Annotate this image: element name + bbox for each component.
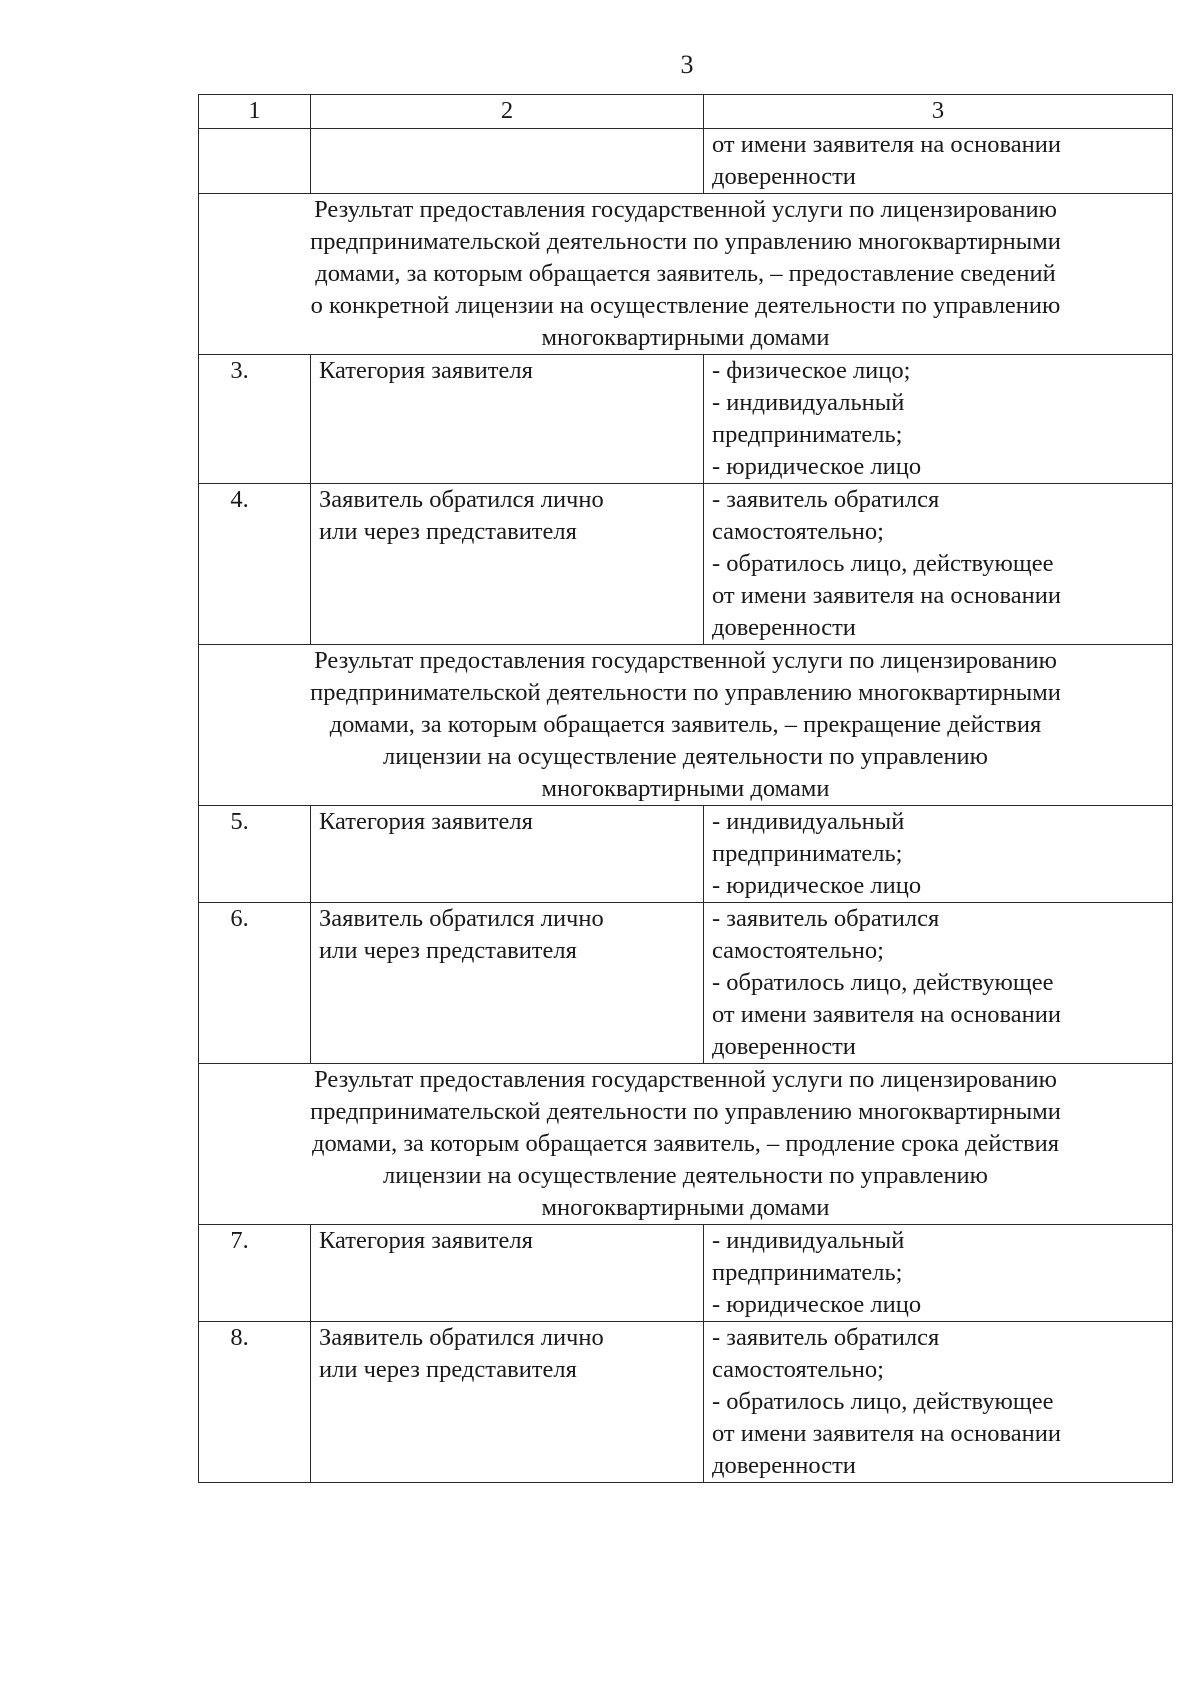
criterion-line: Категория заявителя bbox=[319, 357, 533, 384]
value-line: от имени заявителя на основании bbox=[712, 1001, 1061, 1028]
section-title-line: Результат предоставления государственной услуги по лицензированию bbox=[314, 196, 1057, 223]
values-cell bbox=[704, 1225, 1173, 1322]
continuation-values bbox=[704, 129, 1173, 194]
section-title-line: Результат предоставления государственной услуги по лицензированию bbox=[314, 1066, 1057, 1093]
section-title-line: многоквартирными домами bbox=[541, 324, 830, 351]
document-table bbox=[198, 94, 1173, 1483]
criterion-line: или через представителя bbox=[319, 518, 577, 545]
criterion-line: Категория заявителя bbox=[319, 808, 533, 835]
value-line: - юридическое лицо bbox=[712, 872, 922, 899]
values-cell bbox=[704, 806, 1173, 903]
section-title bbox=[199, 194, 1173, 355]
table-row bbox=[199, 484, 1173, 645]
page-number: 3 bbox=[680, 50, 694, 79]
value-line: доверенности bbox=[712, 163, 856, 190]
value-line: - юридическое лицо bbox=[712, 453, 922, 480]
row-number: 5. bbox=[199, 806, 311, 903]
row-number: 7. bbox=[199, 1225, 311, 1322]
value-line: - индивидуальный bbox=[712, 1227, 905, 1254]
value-line: доверенности bbox=[712, 1033, 856, 1060]
criterion-line: Заявитель обратился лично bbox=[319, 1324, 604, 1351]
value-line: предприниматель; bbox=[712, 421, 903, 448]
value-line: - юридическое лицо bbox=[712, 1291, 922, 1318]
criterion-line: или через представителя bbox=[319, 1356, 577, 1383]
value-line: - индивидуальный bbox=[712, 389, 905, 416]
value-line: - обратилось лицо, действующее bbox=[712, 550, 1054, 577]
row-number: 6. bbox=[199, 903, 311, 1064]
section-title-line: Результат предоставления государственной услуги по лицензированию bbox=[314, 647, 1057, 674]
criterion-line: или через представителя bbox=[319, 937, 577, 964]
section-title-line: домами, за которым обращается заявитель, – предоставление сведений bbox=[315, 260, 1056, 287]
criterion-line: Категория заявителя bbox=[319, 1227, 533, 1254]
value-line: самостоятельно; bbox=[712, 1356, 884, 1383]
value-line: - обратилось лицо, действующее bbox=[712, 1388, 1054, 1415]
section-title-line: домами, за которым обращается заявитель, – продление срока действия bbox=[312, 1130, 1059, 1157]
values-cell bbox=[704, 355, 1173, 484]
value-line: от имени заявителя на основании bbox=[712, 1420, 1061, 1447]
empty-cell bbox=[311, 129, 704, 194]
section-title-line: предпринимательской деятельности по управлению многоквартирными bbox=[310, 228, 1061, 255]
criterion-cell bbox=[311, 1225, 704, 1322]
empty-cell bbox=[199, 129, 311, 194]
table-row bbox=[199, 806, 1173, 903]
column-header-2: 2 bbox=[311, 95, 704, 129]
value-line: - индивидуальный bbox=[712, 808, 905, 835]
section-title-line: домами, за которым обращается заявитель, – прекращение действия bbox=[329, 711, 1042, 738]
column-header-3: 3 bbox=[704, 95, 1173, 129]
row-number: 8. bbox=[199, 1322, 311, 1483]
continuation-row bbox=[199, 129, 1173, 194]
value-line: доверенности bbox=[712, 614, 856, 641]
values-cell bbox=[704, 484, 1173, 645]
value-line: - заявитель обратился bbox=[712, 905, 940, 932]
section-header-row bbox=[199, 1064, 1173, 1225]
section-title bbox=[199, 1064, 1173, 1225]
value-line: от имени заявителя на основании bbox=[712, 582, 1061, 609]
section-title-line: предпринимательской деятельности по управлению многоквартирными bbox=[310, 1098, 1061, 1125]
row-number: 4. bbox=[199, 484, 311, 645]
criterion-cell bbox=[311, 484, 704, 645]
table-row bbox=[199, 355, 1173, 484]
table-header-row bbox=[199, 95, 1173, 129]
column-header-1: 1 bbox=[199, 95, 311, 129]
criterion-cell bbox=[311, 355, 704, 484]
criterion-cell bbox=[311, 903, 704, 1064]
value-line: самостоятельно; bbox=[712, 937, 884, 964]
criterion-cell bbox=[311, 1322, 704, 1483]
values-cell bbox=[704, 1322, 1173, 1483]
value-line: от имени заявителя на основании bbox=[712, 131, 1061, 158]
criterion-line: Заявитель обратился лично bbox=[319, 905, 604, 932]
section-title-line: многоквартирными домами bbox=[541, 1194, 830, 1221]
section-header-row bbox=[199, 194, 1173, 355]
values-cell bbox=[704, 903, 1173, 1064]
section-title-line: о конкретной лицензии на осуществление деятельности по управлению bbox=[310, 292, 1061, 319]
value-line: предприниматель; bbox=[712, 1259, 903, 1286]
table-row bbox=[199, 1225, 1173, 1322]
section-title-line: лицензии на осуществление деятельности по управлению bbox=[383, 743, 988, 770]
value-line: - заявитель обратился bbox=[712, 486, 940, 513]
value-line: самостоятельно; bbox=[712, 518, 884, 545]
criterion-cell bbox=[311, 806, 704, 903]
table-row bbox=[199, 1322, 1173, 1483]
section-title-line: лицензии на осуществление деятельности по управлению bbox=[383, 1162, 988, 1189]
value-line: доверенности bbox=[712, 1452, 856, 1479]
section-title-line: многоквартирными домами bbox=[541, 775, 830, 802]
value-line: предприниматель; bbox=[712, 840, 903, 867]
value-line: - обратилось лицо, действующее bbox=[712, 969, 1054, 996]
value-line: - физическое лицо; bbox=[712, 357, 911, 384]
section-title-line: предпринимательской деятельности по управлению многоквартирными bbox=[310, 679, 1061, 706]
row-number: 3. bbox=[199, 355, 311, 484]
value-line: - заявитель обратился bbox=[712, 1324, 940, 1351]
table-row bbox=[199, 903, 1173, 1064]
section-title bbox=[199, 645, 1173, 806]
criterion-line: Заявитель обратился лично bbox=[319, 486, 604, 513]
section-header-row bbox=[199, 645, 1173, 806]
